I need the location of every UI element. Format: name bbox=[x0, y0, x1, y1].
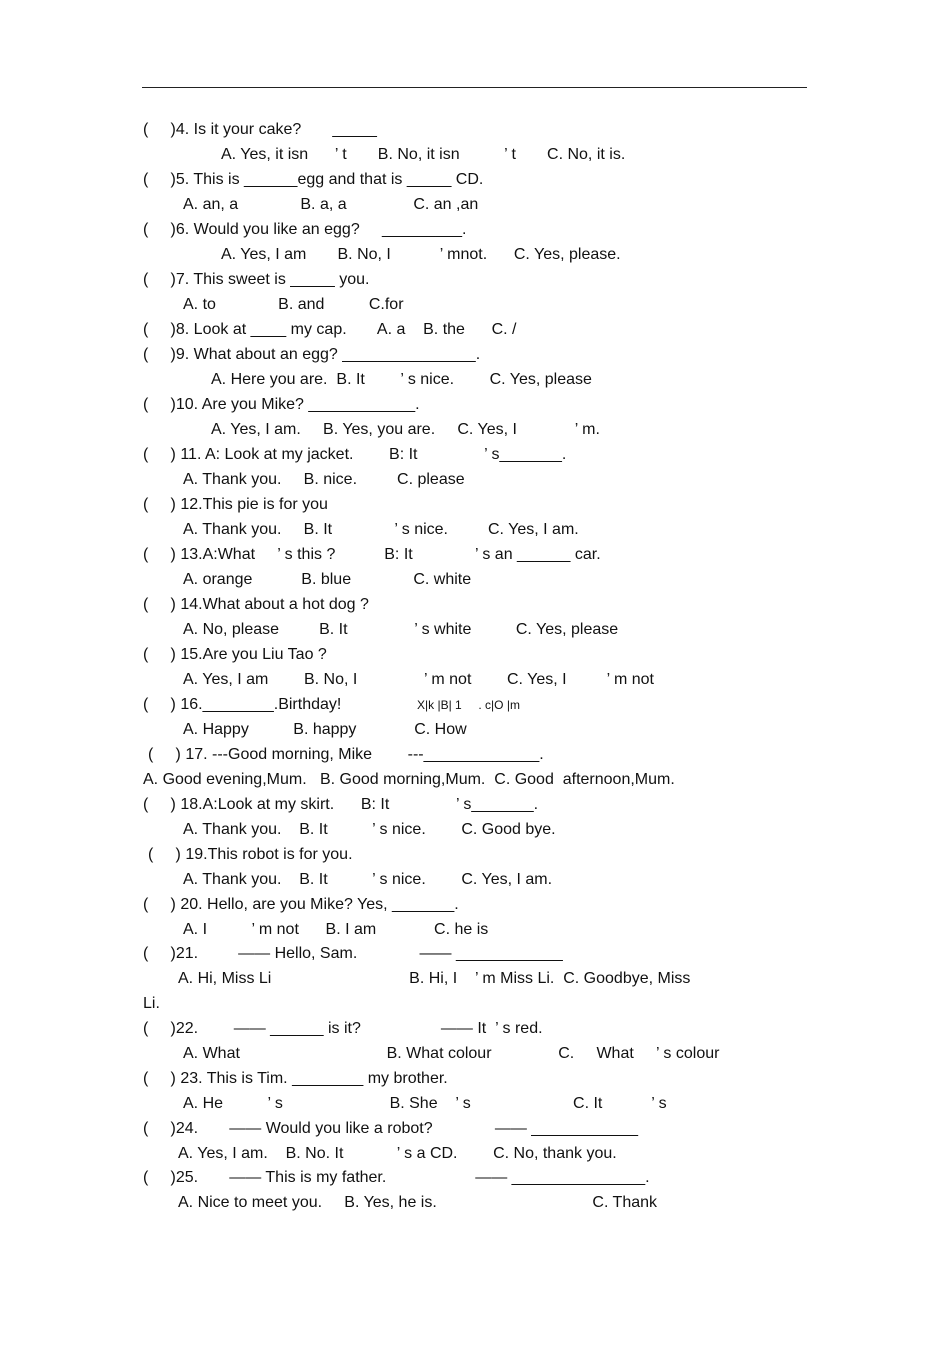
question-5: ( )5. This is ______egg and that is _____ CD. bbox=[143, 171, 484, 188]
options-19: A. Thank you. B. It ’ s nice. C. Yes, I am. bbox=[183, 871, 553, 888]
options-9: A. Here you are. B. It ’ s nice. C. Yes, please bbox=[211, 371, 592, 388]
options-22: A. What B. What colour C. What ’ s colour bbox=[183, 1045, 720, 1062]
question-9: ( )9. What about an egg? _______________. bbox=[143, 346, 481, 363]
options-16: A. Happy B. happy C. How bbox=[183, 721, 467, 738]
question-14: ( ) 14.What about a hot dog ? bbox=[143, 596, 369, 613]
question-20: ( ) 20. Hello, are you Mike? Yes, _______. bbox=[143, 896, 459, 913]
options-12: A. Thank you. B. It ’ s nice. C. Yes, I am. bbox=[183, 521, 579, 538]
options-25: A. Nice to meet you. B. Yes, he is. C. Thank bbox=[178, 1194, 658, 1211]
question-8: ( )8. Look at ____ my cap. A. a B. the C. / bbox=[143, 321, 517, 338]
question-13: ( ) 13.A:What ’ s this ? B: It ’ s an ______ car. bbox=[143, 546, 601, 563]
watermark-text: X|k |B| 1 . c|O |m bbox=[417, 698, 520, 712]
options-5: A. an, a B. a, a C. an ,an bbox=[183, 196, 479, 213]
options-6: A. Yes, I am B. No, I ’ mnot. C. Yes, please. bbox=[221, 246, 621, 263]
question-6: ( )6. Would you like an egg? _________. bbox=[143, 221, 467, 238]
options-21-continued: Li. bbox=[143, 995, 160, 1012]
options-14: A. No, please B. It ’ s white C. Yes, please bbox=[183, 621, 619, 638]
question-18: ( ) 18.A:Look at my skirt. B: It ’ s_______. bbox=[143, 796, 539, 813]
question-24: ( )24. —— Would you like a robot? —— ____________ bbox=[143, 1120, 639, 1137]
question-12: ( ) 12.This pie is for you bbox=[143, 496, 328, 513]
options-20: A. I ’ m not B. I am C. he is bbox=[183, 921, 489, 938]
question-23: ( ) 23. This is Tim. ________ my brother. bbox=[143, 1070, 448, 1087]
options-11: A. Thank you. B. nice. C. please bbox=[183, 471, 465, 488]
options-7: A. to B. and C.for bbox=[183, 296, 404, 313]
question-7: ( )7. This sweet is _____ you. bbox=[143, 271, 370, 288]
question-25: ( )25. —— This is my father. —— _______________. bbox=[143, 1169, 650, 1186]
question-4: ( )4. Is it your cake? _____ bbox=[143, 121, 377, 138]
question-10: ( )10. Are you Mike? ____________. bbox=[143, 396, 420, 413]
question-21: ( )21. —— Hello, Sam. —— ____________ bbox=[143, 945, 563, 962]
question-22: ( )22. —— ______ is it? —— It ’ s red. bbox=[143, 1020, 543, 1037]
question-17: ( ) 17. ---Good morning, Mike ---_____________. bbox=[148, 746, 544, 763]
options-18: A. Thank you. B. It ’ s nice. C. Good bye. bbox=[183, 821, 556, 838]
options-24: A. Yes, I am. B. No. It ’ s a CD. C. No, thank you. bbox=[178, 1145, 617, 1162]
options-21: A. Hi, Miss Li B. Hi, I ’ m Miss Li. C. Goodbye, Miss bbox=[178, 970, 691, 987]
question-19: ( ) 19.This robot is for you. bbox=[148, 846, 353, 863]
options-4: A. Yes, it isn ’ t B. No, it isn ’ t C. No, it is. bbox=[221, 146, 626, 163]
question-16: ( ) 16.________.Birthday! bbox=[143, 696, 342, 713]
top-rule bbox=[142, 87, 807, 88]
options-15: A. Yes, I am B. No, I ’ m not C. Yes, I ’ m not bbox=[183, 671, 654, 688]
question-11: ( ) 11. A: Look at my jacket. B: It ’ s_______. bbox=[143, 446, 567, 463]
options-23: A. He ’ s B. She ’ s C. It ’ s bbox=[183, 1095, 667, 1112]
options-17: A. Good evening,Mum. B. Good morning,Mum. C. Good afternoon,Mum. bbox=[143, 771, 675, 788]
options-10: A. Yes, I am. B. Yes, you are. C. Yes, I ’ m. bbox=[211, 421, 600, 438]
question-15: ( ) 15.Are you Liu Tao ? bbox=[143, 646, 327, 663]
options-13: A. orange B. blue C. white bbox=[183, 571, 472, 588]
